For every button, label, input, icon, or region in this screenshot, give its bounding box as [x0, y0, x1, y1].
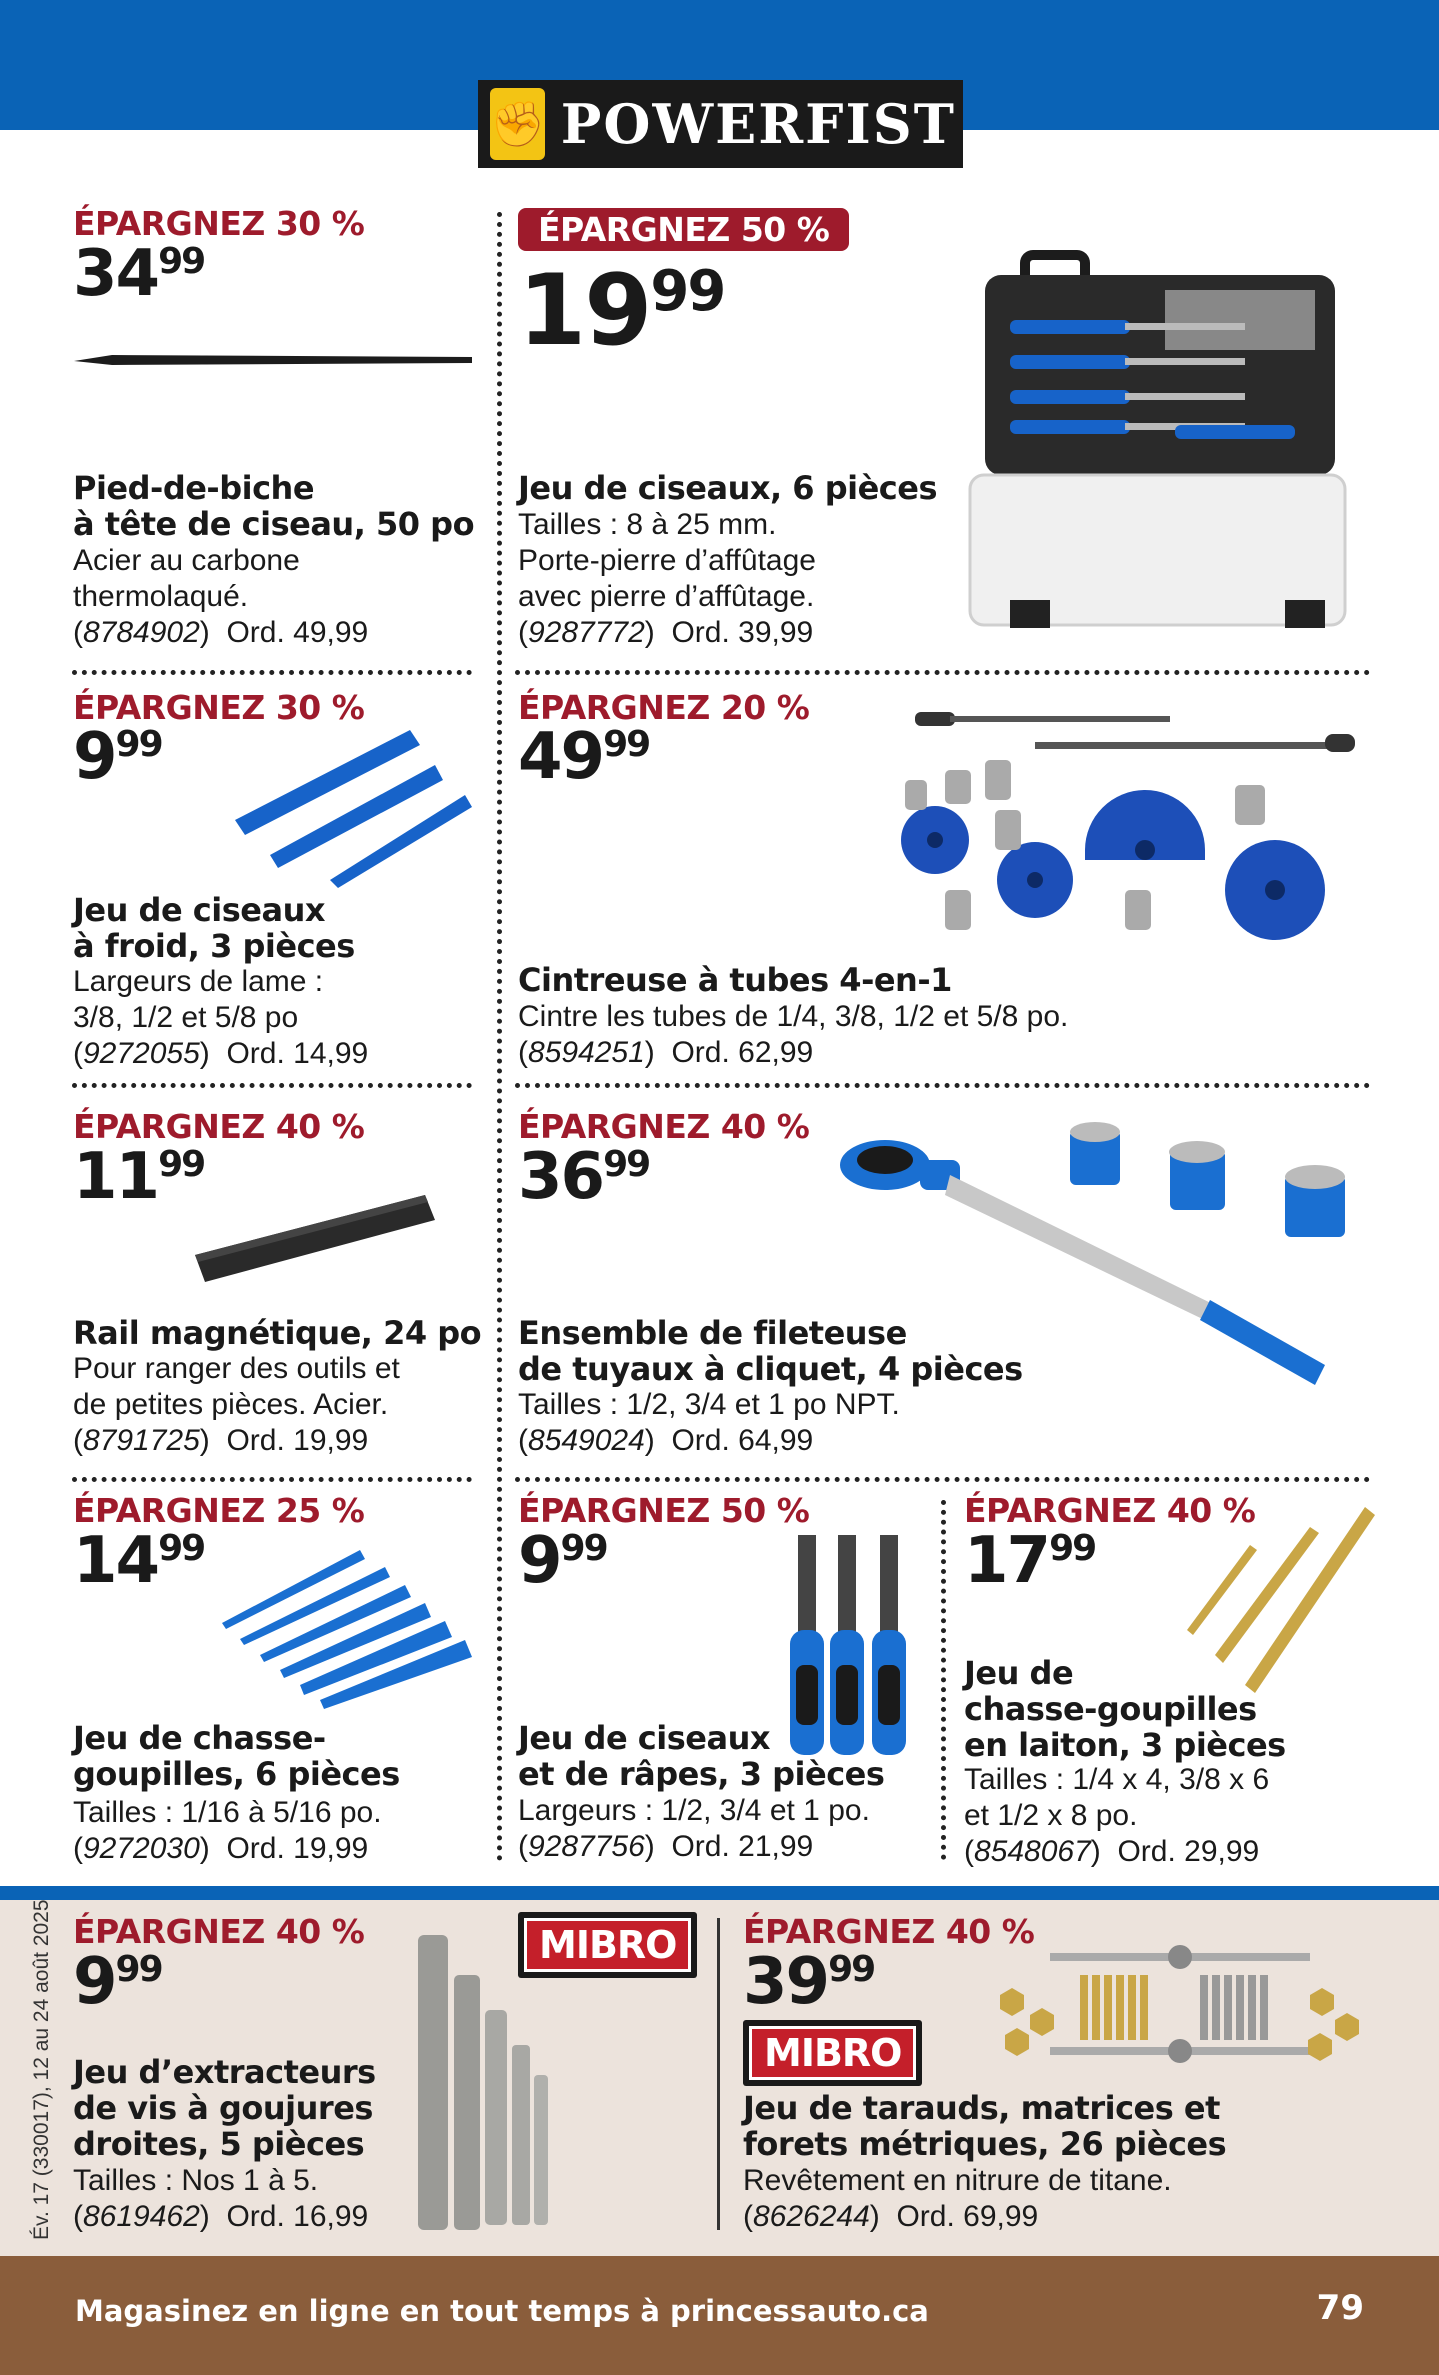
- title-line: à froid, 3 pièces: [73, 927, 355, 965]
- sku: 9287772: [528, 616, 645, 649]
- desc-line: Largeurs : 1/2, 3/4 et 1 po.: [518, 1794, 870, 1827]
- title-line: Jeu d’extracteurs: [73, 2053, 376, 2091]
- sku: 8791725: [83, 1424, 200, 1457]
- save-badge: [518, 210, 849, 249]
- fist-icon: ✊: [490, 88, 545, 160]
- title-line: Jeu de ciseaux: [73, 891, 325, 929]
- desc-line: Tailles : Nos 1 à 5.: [73, 2164, 319, 2197]
- product-title: [518, 962, 952, 998]
- divider-horizontal: [72, 1083, 472, 1088]
- desc-line: Tailles : 1/4 x 4, 3/8 x 6: [964, 1763, 1270, 1796]
- price-dollars: 11: [73, 1140, 159, 1214]
- desc-line: Tailles : 8 à 25 mm.: [518, 508, 777, 541]
- save-label: ÉPARGNEZ 40 %: [73, 1912, 365, 1951]
- sku: 8619462: [83, 2200, 200, 2233]
- pin-punch-set-image: [220, 1545, 475, 1710]
- title-line: chasse-goupilles: [964, 1690, 1257, 1728]
- sku-line: (9287756) Ord. 21,99: [518, 1830, 814, 1863]
- mibro-logo-text: MIBRO: [749, 2026, 916, 2080]
- price-dollars: 9: [73, 1945, 116, 2019]
- divider-vertical: [941, 1500, 946, 1860]
- save-label: ÉPARGNEZ 50 %: [518, 208, 849, 251]
- divider-horizontal: [515, 670, 1370, 675]
- price: [73, 1945, 162, 2019]
- title-line: à tête de ciseau, 50 po: [73, 505, 475, 543]
- price-dollars: 36: [518, 1140, 604, 1214]
- price-cents: 99: [158, 241, 205, 282]
- sku: 9287756: [528, 1830, 645, 1863]
- divider-horizontal: [72, 1477, 472, 1482]
- divider-horizontal: [515, 1477, 1370, 1482]
- product-title: [743, 2090, 1226, 2162]
- price-cents: 99: [115, 724, 162, 765]
- desc-line: Cintre les tubes de 1/4, 3/8, 1/2 et 5/8 po.: [518, 1000, 1069, 1033]
- save-label: ÉPARGNEZ 30 %: [73, 204, 365, 243]
- title-line: de vis à goujures: [73, 2089, 373, 2127]
- desc-line: Pour ranger des outils et: [73, 1352, 400, 1385]
- sku: 9272030: [83, 1832, 200, 1865]
- product-title: [73, 1315, 481, 1351]
- product-title: [73, 1720, 400, 1792]
- product-title: [73, 892, 355, 964]
- regular-price: Ord. 62,99: [671, 1036, 814, 1069]
- sku-line: (8626244) Ord. 69,99: [743, 2200, 1039, 2233]
- regular-price: Ord. 69,99: [896, 2200, 1039, 2233]
- footer-link-text[interactable]: Magasinez en ligne en tout temps à princessauto.ca: [75, 2294, 929, 2328]
- screw-extractor-set-image: [410, 1925, 550, 2235]
- title-line: de tuyaux à cliquet, 4 pièces: [518, 1350, 1023, 1388]
- sku: 8784902: [83, 616, 200, 649]
- desc-line: Porte-pierre d’affûtage: [518, 544, 816, 577]
- product-desc: [73, 543, 368, 651]
- sku-line: (9272055) Ord. 14,99: [73, 1037, 369, 1070]
- title-line: Ensemble de fileteuse: [518, 1314, 907, 1352]
- price-cents: 99: [603, 724, 650, 765]
- title-line: Rail magnétique, 24 po: [73, 1314, 482, 1352]
- edition-note: Év. 17 (330017), 12 au 24 août 2025: [30, 1899, 53, 2240]
- price-dollars: 9: [73, 720, 116, 794]
- sku-line: (8549024) Ord. 64,99: [518, 1424, 814, 1457]
- product-desc: [518, 507, 816, 651]
- tube-bender-image: [875, 700, 1375, 945]
- mibro-logo-text: MIBRO: [524, 1918, 691, 1972]
- desc-line: et 1/2 x 8 po.: [964, 1799, 1138, 1832]
- price-dollars: 34: [73, 237, 159, 311]
- sku-line: (8548067) Ord. 29,99: [964, 1835, 1260, 1868]
- regular-price: Ord. 39,99: [671, 616, 814, 649]
- product-title: [518, 470, 937, 506]
- save-label: ÉPARGNEZ 30 %: [73, 688, 365, 727]
- product-desc: [518, 1387, 900, 1459]
- price: [964, 1524, 1096, 1598]
- title-line: Cintreuse à tubes 4-en-1: [518, 961, 952, 999]
- price: [743, 1945, 875, 2019]
- price-dollars: 9: [518, 1524, 561, 1598]
- price: [73, 720, 162, 794]
- tap-die-set-image: [990, 1935, 1375, 2085]
- product-desc: [518, 1793, 870, 1865]
- section-divider: [0, 1886, 1439, 1900]
- sku: 8549024: [528, 1424, 645, 1457]
- title-line: Jeu de tarauds, matrices et: [743, 2089, 1220, 2127]
- title-line: goupilles, 6 pièces: [73, 1755, 400, 1793]
- save-label: ÉPARGNEZ 40 %: [518, 1107, 810, 1146]
- save-label: ÉPARGNEZ 25 %: [73, 1491, 365, 1530]
- price-cents: 99: [828, 1949, 875, 1990]
- price: [73, 237, 205, 311]
- sku: 8548067: [974, 1835, 1091, 1868]
- product-title: [518, 1720, 884, 1792]
- regular-price: Ord. 14,99: [226, 1037, 369, 1070]
- divider-horizontal: [515, 1083, 1370, 1088]
- divider-vertical: [497, 212, 502, 1862]
- product-desc: [518, 999, 1068, 1071]
- sku-line: (8594251) Ord. 62,99: [518, 1036, 814, 1069]
- sku-line: (8791725) Ord. 19,99: [73, 1424, 369, 1457]
- price-cents: 99: [158, 1144, 205, 1185]
- regular-price: Ord. 16,99: [226, 2200, 369, 2233]
- page-number: 79: [1316, 2288, 1364, 2328]
- regular-price: Ord. 19,99: [226, 1424, 369, 1457]
- sku-line: (8784902) Ord. 49,99: [73, 616, 369, 649]
- regular-price: Ord. 29,99: [1117, 1835, 1260, 1868]
- regular-price: Ord. 19,99: [226, 1832, 369, 1865]
- sku-line: (8619462) Ord. 16,99: [73, 2200, 369, 2233]
- sku: 8626244: [753, 2200, 870, 2233]
- mibro-logo: [743, 2020, 922, 2086]
- save-label: ÉPARGNEZ 20 %: [518, 688, 810, 727]
- title-line: et de râpes, 3 pièces: [518, 1755, 885, 1793]
- regular-price: Ord. 49,99: [226, 616, 369, 649]
- sku: 8594251: [528, 1036, 645, 1069]
- price: [518, 1140, 650, 1214]
- desc-line: Largeurs de lame :: [73, 965, 324, 998]
- product-desc: [73, 1351, 400, 1459]
- desc-line: thermolaqué.: [73, 580, 249, 613]
- desc-line: Tailles : 1/16 à 5/16 po.: [73, 1796, 382, 1829]
- title-line: droites, 5 pièces: [73, 2125, 365, 2163]
- divider-vertical: [717, 1918, 720, 2230]
- cold-chisel-set-image: [230, 725, 475, 890]
- regular-price: Ord. 64,99: [671, 1424, 814, 1457]
- title-line: Pied-de-biche: [73, 469, 315, 507]
- desc-line: Acier au carbone: [73, 544, 300, 577]
- magnetic-rail-image: [190, 1190, 440, 1290]
- desc-line: Tailles : 1/2, 3/4 et 1 po NPT.: [518, 1388, 900, 1421]
- price-cents: 99: [560, 1528, 607, 1569]
- price: [518, 1524, 607, 1598]
- product-title: [73, 470, 474, 542]
- save-label: ÉPARGNEZ 40 %: [964, 1491, 1256, 1530]
- price-dollars: 49: [518, 720, 604, 794]
- price-cents: 99: [650, 259, 725, 324]
- product-desc: [964, 1762, 1269, 1870]
- regular-price: Ord. 21,99: [671, 1830, 814, 1863]
- product-desc: [743, 2163, 1172, 2235]
- price-cents: 99: [603, 1144, 650, 1185]
- save-label: ÉPARGNEZ 40 %: [73, 1107, 365, 1146]
- sku-line: (9272030) Ord. 19,99: [73, 1832, 369, 1865]
- price-cents: 99: [1049, 1528, 1096, 1569]
- powerfist-logo: [478, 80, 963, 168]
- brand-name: POWERFIST: [560, 92, 956, 156]
- price-cents: 99: [115, 1949, 162, 1990]
- price-dollars: 17: [964, 1524, 1050, 1598]
- price: [73, 1140, 205, 1214]
- price-dollars: 19: [518, 254, 651, 368]
- product-desc: [73, 964, 368, 1072]
- title-line: forets métriques, 26 pièces: [743, 2125, 1227, 2163]
- price-dollars: 14: [73, 1524, 159, 1598]
- product-desc: [73, 2163, 368, 2235]
- desc-line: avec pierre d’affûtage.: [518, 580, 815, 613]
- desc-line: 3/8, 1/2 et 5/8 po: [73, 1001, 299, 1034]
- desc-line: de petites pièces. Acier.: [73, 1388, 389, 1421]
- title-line: Jeu de ciseaux: [518, 1719, 770, 1757]
- product-desc: [73, 1795, 382, 1867]
- chisel-set-case-image: [965, 215, 1385, 635]
- save-label: ÉPARGNEZ 40 %: [743, 1912, 1035, 1951]
- price: [518, 720, 650, 794]
- title-line: en laiton, 3 pièces: [964, 1726, 1286, 1764]
- sku-line: (9287772) Ord. 39,99: [518, 616, 814, 649]
- divider-horizontal: [72, 670, 472, 675]
- price-dollars: 39: [743, 1945, 829, 2019]
- price: [73, 1524, 205, 1598]
- footer-bar: [0, 2256, 1439, 2375]
- crowbar-image: [72, 345, 472, 375]
- price-cents: 99: [158, 1528, 205, 1569]
- product-title: [518, 1315, 1023, 1387]
- title-line: Jeu de: [964, 1654, 1074, 1692]
- title-line: Jeu de chasse-: [73, 1719, 326, 1757]
- price: [518, 254, 725, 368]
- product-title: [73, 2054, 376, 2162]
- sku: 9272055: [83, 1037, 200, 1070]
- desc-line: Revêtement en nitrure de titane.: [743, 2164, 1172, 2197]
- title-line: Jeu de ciseaux, 6 pièces: [518, 469, 937, 507]
- save-label: ÉPARGNEZ 50 %: [518, 1491, 810, 1530]
- product-title: [964, 1655, 1286, 1763]
